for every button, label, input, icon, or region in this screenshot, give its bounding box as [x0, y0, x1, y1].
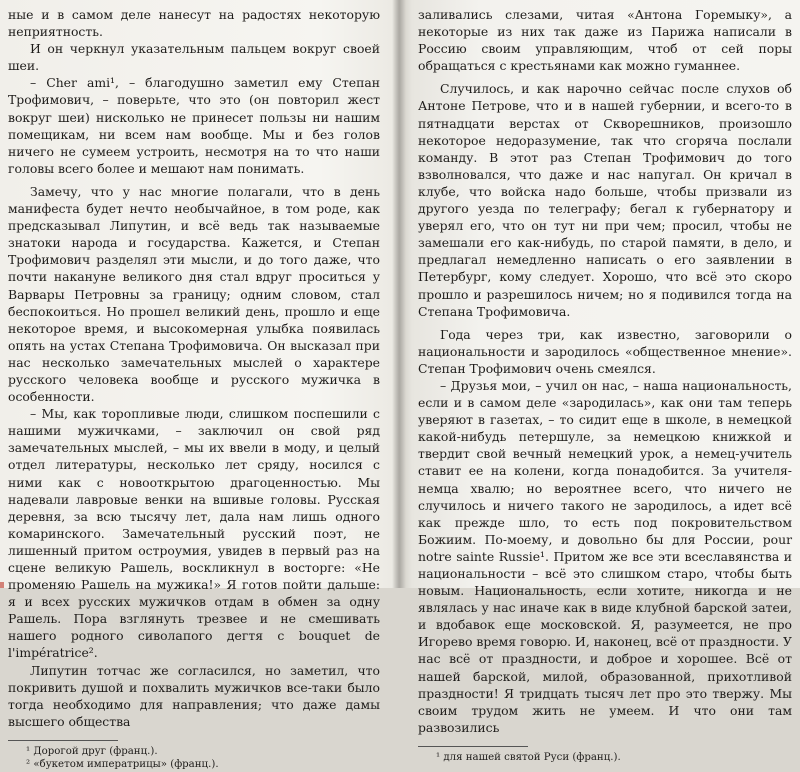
paragraph: заливались слезами, читая «Антона Горемыку», а некоторые из них так даже из Парижа написали в Россию своим управляющим, чтоб от сей поры обращаться с крестьянами как можно гуманнее.	[418, 7, 792, 74]
paragraph: – Мы, как торопливые люди, слишком поспешили с нашими мужичками, – заключил он свой ряд замечательных мыслей, – мы их ввели в моду, и целый отдел литературы, несколько лет сряду, носился с ними как с новооткрытою драгоценностью. Мы надевали лавровые венки на вшивые головы. Русская деревня, за всю тысячу лет, дала нам лишь одного комаринского. Замечательный русский поэт, не лишенный притом остроумия, увидев в первый раз на сцене великую Рашель, воскликнул в восторге: «Не променяю Рашель на мужика!» Я готов пойти дальше: я и всех русских мужичков отдам в обмен за одну Рашель. Пора взглянуть трезвее и не смешивать нашего родного сиволапого дегтя с bouquet de l'impératrice².	[8, 406, 380, 661]
left-page	[8, 6, 380, 771]
paragraph: Года через три, как известно, заговорили о национальности и зародилось «общественное мнение». Степан Трофимович очень смеялся.	[418, 326, 792, 376]
paragraph: ные и в самом деле нанесут на радостях некоторую неприятность.	[8, 7, 380, 40]
footnote: ¹ для нашей святой Руси (франц.).	[436, 751, 621, 763]
footnote: ² «букетом императрицы» (франц.).	[26, 759, 219, 771]
paragraph: – Cher ami¹, – благодушно заметил ему Степан Трофимович, – поверьте, что это (он повторил жест вокруг шеи) нисколько не принесет пользы ни нашим помещикам, ни всем нам вообще. Мы и без голов ничего не сумеем устроить, несмотря на то что наши головы всего более и мешают нам понимать.	[8, 75, 380, 176]
footnote: ¹ Дорогой друг (франц.).	[26, 745, 158, 757]
paragraph: Случилось, и как нарочно сейчас после слухов об Антоне Петрове, что и в нашей губернии, и всего-то в пятнадцати верстах от Скворешников, произошло некоторое недоразумение, так что сгоряча послали команду. В этот раз Степан Трофимович до того взволновался, что даже и нас напугал. Он кричал в клубе, что войска надо больше, чтобы призвали из другого уезда по телеграфу; бегал к губернатору и уверял его, что он тут ни при чем; просил, чтобы не замешали его как-нибудь, по старой памяти, в дело, и предлагал немедленно написать о его заявлении в Петербург, кому следует. Хорошо, что всё это скоро прошло и разрешилось ничем; но я подивился тогда на Степана Трофимовича.	[418, 81, 792, 319]
paragraph: И он черкнул указательным пальцем вокруг своей шеи.	[8, 41, 380, 74]
paragraph: Замечу, что у нас многие полагали, что в день манифеста будет нечто необычайное, в том роде, как предсказывал Липутин, и всё ведь так называемые знатоки народа и государства. Кажется, и Степан Трофимович разделял эти мысли, и до того даже, что почти накануне великого дня стал вдруг проситься у Варвары Петровны за границу; одним словом, стал беспокоиться. Но прошел великий день, прошло и еще некоторое время, и высокомерная улыбка появилась опять на устах Степана Трофимовича. Он высказал при нас несколько замечательных мыслей о характере русского человека вообще и русского мужичка в особенности.	[8, 183, 380, 405]
page-edge-mark	[0, 582, 4, 588]
footnote-divider	[418, 746, 528, 747]
right-page	[418, 6, 792, 763]
footnote-divider	[8, 740, 118, 741]
paragraph: Липутин тотчас же согласился, но заметил, что покривить душой и похвалить мужичков все-таки было тогда необходимо для направления; что даже дамы высшего общества	[8, 662, 380, 729]
book-gutter	[392, 0, 406, 588]
paragraph: – Друзья мои, – учил он нас, – наша национальность, если и в самом деле «зародилась», как они там теперь уверяют в газетах, – то сидит еще в школе, в немецкой какой-нибудь петершуле, за немецкою книжкой и твердит свой вечный немецкий урок, а немец-учитель ставит ее на колени, когда понадобится. За учителя-немца хвалю; но вероятнее всего, что ничего не случилось и ничего такого не зародилось, а идет всё как прежде шло, то есть под покровительством Божиим. По-моему, и довольно бы для России, pour notre sainte Russie¹. Притом же все эти всеславянства и национальности – всё это слишком старо, чтобы быть новым. Национальность, если хотите, никогда и не являлась у нас иначе как в виде клубной барской затеи, и вдобавок еще московской. Я, разумеется, не про Игорево время говорю. И, наконец, всё от праздности. У нас всё от праздности, и доброе и хорошее. Всё от нашей барской, милой, образованной, прихотливой праздности! Я тридцать тысяч лет про это твержу. Мы своим трудом жить не умеем. И что они там развозились	[418, 377, 792, 735]
